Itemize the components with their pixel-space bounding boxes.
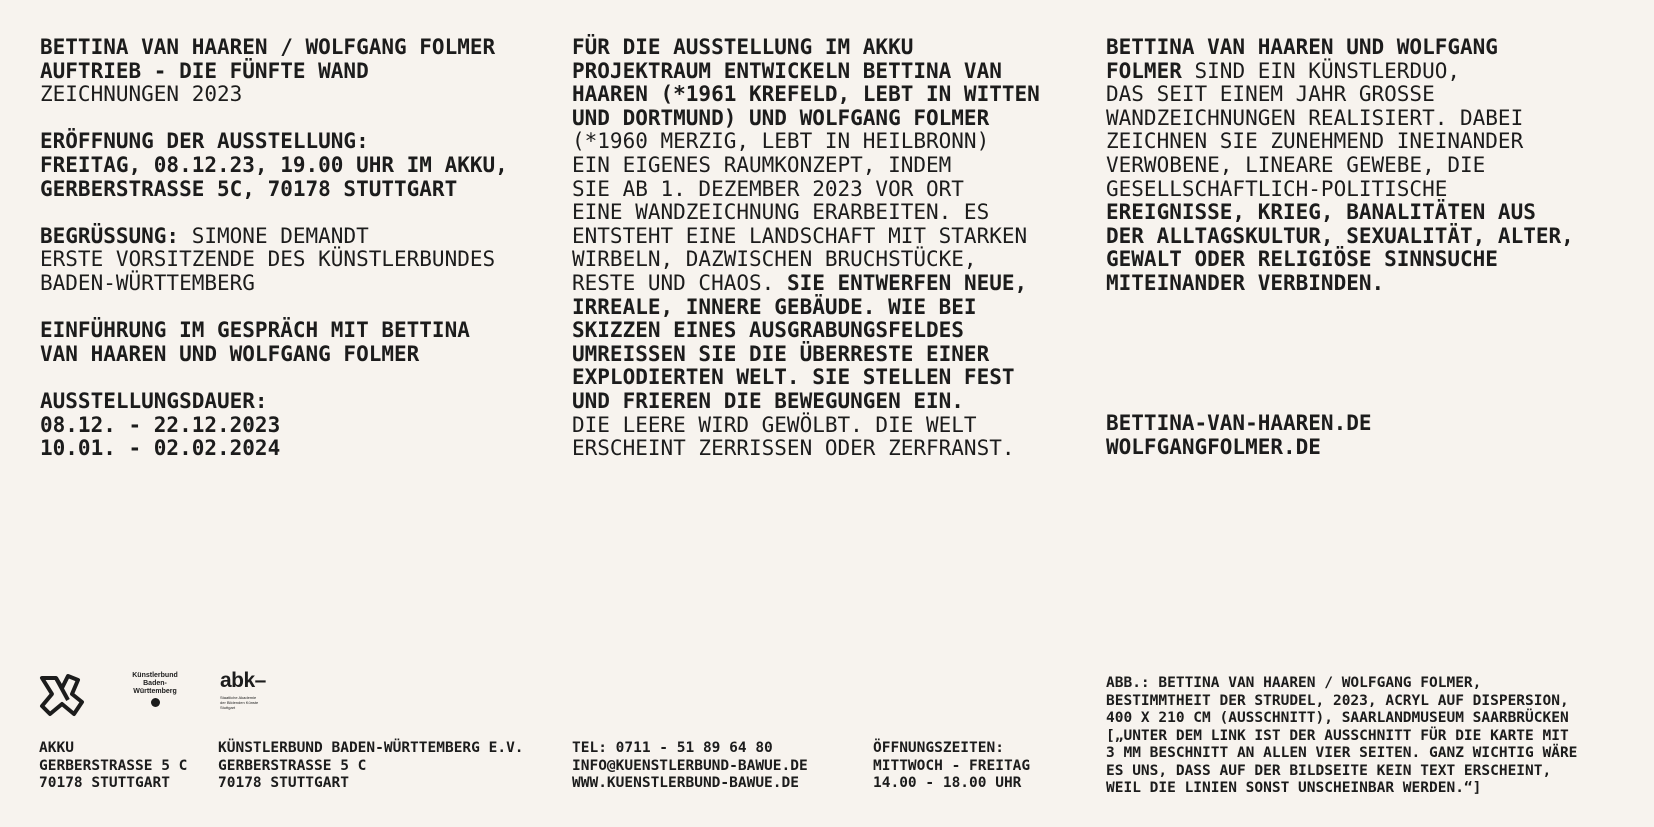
caption-line: BESTIMMTHEIT DER STRUDEL, 2023, ACRYL AUF DISPERSION, [1106,692,1569,709]
artists-line: WANDZEICHNUNGEN REALISIERT. DABEI [1106,105,1524,130]
exhibition-subtitle: ZEICHNUNGEN 2023 [40,82,243,107]
caption-line: ES UNS, DASS AUF DER BILDSEITE KEIN TEXT ERSCHEINT, [1106,762,1552,779]
image-caption [1106,675,1577,798]
abk-logo [220,670,280,718]
footer-line: GERBERSTRASSE 5 C [218,757,367,774]
description-line: (*1960 MERZIG, LEBT IN HEILBRONN) [572,129,990,154]
opening-address: GERBERSTRASSE 5C, 70178 STUTTGART [40,176,458,201]
artists-line: ZEICHNEN SIE ZUNEHMEND INEINANDER [1106,129,1524,154]
footer-line: 14.00 - 18.00 UHR [873,775,1022,791]
caption-line: 400 X 210 CM (AUSSCHNITT), SAARLANDMUSEUM SAARBRÜCKEN [1106,710,1569,726]
footer-line: ÖFFNUNGSZEITEN: [873,740,1004,756]
column-description [572,36,1092,461]
greeting-region: BADEN-WÜRTTEMBERG [40,270,255,295]
artists-line: BETTINA VAN HAAREN UND WOLFGANG [1106,35,1498,59]
artists-line: DER ALLTAGSKULTUR, SEXUALITÄT, ALTER, [1106,223,1574,248]
footer-line: 70178 STUTTGART [39,775,170,791]
footer-opening-hours [873,740,1030,793]
greeting-role: ERSTE VORSITZENDE DES KÜNSTLERBUNDES [40,247,496,272]
intro-line: VAN HAAREN UND WOLFGANG FOLMER [40,341,420,366]
artists-line: MITEINANDER VERBINDEN. [1106,270,1385,295]
greeting-block [40,225,560,296]
description-line: UND DORTMUND) UND WOLFGANG FOLMER [572,105,990,130]
exhibition-title: AUFTRIEB - DIE FÜNFTE WAND [40,58,369,83]
kb-logo-text: Künstlerbund [132,672,178,679]
description-line: UMREISSEN SIE DIE ÜBERRESTE EINER [572,341,990,366]
description-line: IRREALE, INNERE GEBÄUDE. WIE BEI [572,294,977,319]
opening-date: FREITAG, 08.12.23, 19.00 UHR IM AKKU, [40,152,508,177]
abk-logo-text: abk– [220,669,266,692]
artists-title: BETTINA VAN HAAREN / WOLFGANG FOLMER [40,35,496,59]
footer-akku-address [39,740,187,793]
footer-contact [572,740,808,793]
kb-logo-text: Württemberg [133,688,177,695]
description-fragment: RESTE UND CHAOS. [572,270,775,295]
artists-line [1106,60,1626,84]
artists-line: GESELLSCHAFTLICH-POLITISCHE [1106,176,1448,201]
opening-block [40,130,560,201]
abk-small-line: Staatliche Akademie [220,695,257,700]
abk-small-line: Stuttgart [220,705,236,710]
caption-line: [„UNTER DEM LINK IST DER AUSSCHNITT FÜR DIE KARTE MIT [1106,727,1569,744]
description-line [572,272,1092,296]
kb-logo-text: Baden- [143,680,167,687]
description-line: PROJEKTRAUM ENTWICKELN BETTINA VAN [572,58,1002,83]
description-line: DIE LEERE WIRD GEWÖLBT. DIE WELT [572,412,977,437]
greeting-label: BEGRÜSSUNG: [40,223,180,248]
intro-line: EINFÜHRUNG IM GESPRÄCH MIT BETTINA [40,318,470,343]
footer-line: GERBERSTRASSE 5 C [39,757,188,774]
description-line: EXPLODIERTEN WELT. SIE STELLEN FEST [572,365,1015,390]
artists-line: GEWALT ODER RELIGIÖSE SINNSUCHE [1106,247,1498,272]
footer-kb-address [218,740,524,793]
description-line: FÜR DIE AUSSTELLUNG IM AKKU [572,35,914,59]
footer-website-link[interactable]: WWW.KUENSTLERBUND-BAWUE.DE [572,775,799,791]
greeting-name: SIMONE DEMANDT [191,223,369,248]
artists-line: VERWOBENE, LINEARE GEWEBE, DIE [1106,152,1486,177]
description-line: WIRBELN, DAZWISCHEN BRUCHSTÜCKE, [572,247,977,272]
description-line: ENTSTEHT EINE LANDSCHAFT MIT STARKEN [572,223,1028,248]
caption-line: ABB.: BETTINA VAN HAAREN / WOLFGANG FOLMER, [1106,675,1482,691]
footer-line: KÜNSTLERBUND BADEN-WÜRTTEMBERG E.V. [218,740,524,756]
footer-line: MITTWOCH - FREITAG [873,757,1031,774]
description-fragment-bold: SIE ENTWERFEN NEUE, [786,270,1028,295]
footer-phone: TEL: 0711 - 51 89 64 80 [572,740,773,756]
footer-line: AKKU [39,740,74,756]
description-line: UND FRIEREN DIE BEWEGUNGEN EIN. [572,388,964,413]
caption-line: WEIL DIE LINIEN SONST UNSCHEINBAR WERDEN.“] [1106,780,1482,796]
artists-line: DAS SEIT EINEM JAHR GROSSE [1106,82,1435,107]
description-line: HAAREN (*1961 KREFELD, LEBT IN WITTEN [572,82,1040,107]
website-link-folmer[interactable]: WOLFGANGFOLMER.DE [1106,434,1321,459]
artists-fragment-bold: FOLMER [1106,58,1182,83]
opening-label: ERÖFFNUNG DER AUSSTELLUNG: [40,129,369,154]
duration-label: AUSSTELLUNGSDAUER: [40,388,268,413]
duration-block [40,390,560,461]
column-event-info [40,36,560,484]
artists-line: EREIGNISSE, KRIEG, BANALITÄTEN AUS [1106,200,1536,225]
description-line: EINE WANDZEICHNUNG ERARBEITEN. ES [572,200,990,225]
duration-range: 10.01. - 02.02.2024 [40,436,281,461]
description-line: EIN EIGENES RAUMKONZEPT, INDEM [572,152,952,177]
website-link-bettina[interactable]: BETTINA-VAN-HAAREN.DE [1106,411,1372,435]
exhibition-header [40,36,560,107]
akku-logo-icon [38,672,86,718]
abk-logo-subtext [220,695,280,710]
kb-dot-icon [151,698,160,707]
description-line: SIE AB 1. DEZEMBER 2023 VOR ORT [572,176,964,201]
column-artists [1106,36,1626,296]
description-line: ERSCHEINT ZERRISSEN ODER ZERFRANST. [572,436,1015,461]
website-links [1106,412,1372,459]
kuenstlerbund-logo [122,672,188,720]
caption-line: 3 MM BESCHNITT AN ALLEN VIER SEITEN. GANZ WICHTIG WÄRE [1106,745,1578,761]
intro-block [40,319,560,366]
duration-range: 08.12. - 22.12.2023 [40,412,281,437]
artists-fragment: SIND EIN KÜNSTLERDUO, [1194,58,1461,83]
footer-email-link[interactable]: INFO@KUENSTLERBUND-BAWUE.DE [572,757,808,774]
abk-small-line: der Bildenden Künste [220,700,259,705]
description-line: SKIZZEN EINES AUSGRABUNGSFELDES [572,318,964,343]
footer-line: 70178 STUTTGART [218,775,349,791]
